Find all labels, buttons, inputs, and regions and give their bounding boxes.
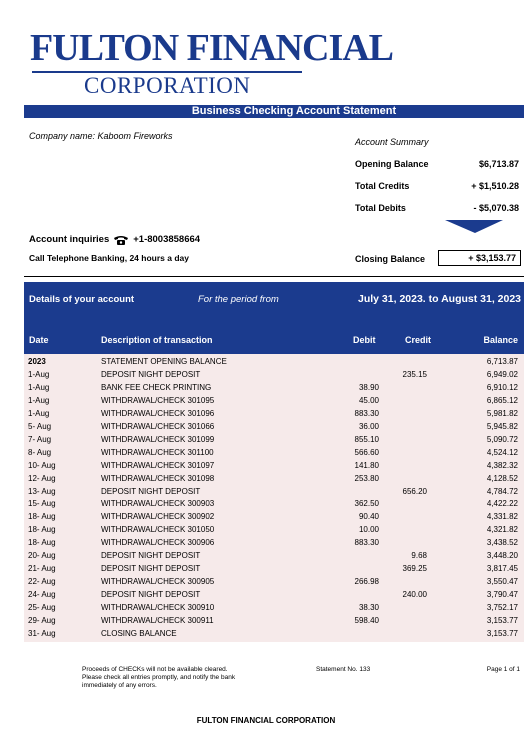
row-date: 12- Aug xyxy=(28,473,56,483)
row-description: WITHDRAWAL/CHECK 300902 xyxy=(101,512,215,522)
table-row xyxy=(24,447,524,460)
row-description: DEPOSIT NIGHT DEPOSIT xyxy=(101,486,201,496)
telephone-icon xyxy=(113,235,129,245)
statement-title-bar: Business Checking Account Statement xyxy=(24,105,524,118)
row-description: WITHDRAWAL/CHECK 300903 xyxy=(101,499,215,509)
row-credit: 369.25 xyxy=(402,564,427,574)
total-debits-label: Total Debits xyxy=(355,203,406,213)
table-row xyxy=(24,473,524,486)
row-debit: 10.00 xyxy=(358,525,379,535)
table-row xyxy=(24,408,524,421)
table-row xyxy=(24,524,524,537)
row-debit: 362.50 xyxy=(354,499,379,509)
row-credit: 9.68 xyxy=(411,551,427,561)
row-date: 13- Aug xyxy=(28,486,56,496)
table-row xyxy=(24,511,524,524)
row-debit: 598.40 xyxy=(354,616,379,625)
total-credits-value: + $1,510.28 xyxy=(471,181,519,191)
account-inquiries-label: Account inquiries xyxy=(29,234,110,245)
row-description: WITHDRAWAL/CHECK 301100 xyxy=(101,447,214,457)
row-date: 31- Aug xyxy=(28,628,56,638)
page-number: Page 1 of 1 xyxy=(486,666,520,673)
transactions-table xyxy=(24,354,524,642)
row-balance: 5,090.72 xyxy=(486,434,518,444)
company-name: Company name: Kaboom Fireworks xyxy=(29,131,173,141)
row-balance: 5,981.82 xyxy=(486,408,518,418)
row-date: 1-Aug xyxy=(28,395,50,405)
table-row xyxy=(24,498,524,511)
row-date: 1-Aug xyxy=(28,382,50,392)
table-row xyxy=(24,421,524,434)
row-date: 18- Aug xyxy=(28,512,56,522)
row-date: 20- Aug xyxy=(28,551,56,561)
row-balance: 6,865.12 xyxy=(486,395,518,405)
row-description: WITHDRAWAL/CHECK 301096 xyxy=(101,408,215,418)
table-row xyxy=(24,395,524,408)
row-debit: 266.98 xyxy=(354,577,379,587)
row-date: 18- Aug xyxy=(28,525,56,535)
row-credit: 235.15 xyxy=(402,369,427,379)
logo-line2: CORPORATION xyxy=(84,73,251,98)
table-row xyxy=(24,615,524,628)
statement-number: Statement No. 133 xyxy=(316,666,371,673)
row-description: WITHDRAWAL/CHECK 301066 xyxy=(101,421,215,431)
footer-company: FULTON FINANCIAL CORPORATION xyxy=(196,716,336,725)
row-description: DEPOSIT NIGHT DEPOSIT xyxy=(101,590,201,600)
row-debit: 883.30 xyxy=(354,408,379,418)
row-balance: 4,784.72 xyxy=(486,486,518,496)
row-balance: 4,382.32 xyxy=(486,460,518,470)
row-date: 2023 xyxy=(28,357,46,366)
row-debit: 855.10 xyxy=(354,434,379,444)
row-date: 7- Aug xyxy=(28,434,52,444)
table-row xyxy=(24,537,524,550)
logo-line1: FULTON FINANCIAL xyxy=(30,27,394,69)
row-balance: 6,949.02 xyxy=(486,369,518,379)
row-balance: 3,550.47 xyxy=(486,577,518,587)
row-debit: 141.80 xyxy=(354,460,379,470)
telephone-banking: Call Telephone Banking, 24 hours a day xyxy=(29,253,189,263)
row-description: WITHDRAWAL/CHECK 301098 xyxy=(101,473,215,483)
column-header-debit: Debit xyxy=(353,335,376,345)
closing-balance-value: + $3,153.77 xyxy=(438,250,521,266)
table-row xyxy=(24,550,524,563)
row-balance: 4,321.82 xyxy=(486,525,518,535)
row-balance: 3,448.20 xyxy=(486,551,518,561)
row-date: 15- Aug xyxy=(28,499,56,509)
row-description: DEPOSIT NIGHT DEPOSIT xyxy=(101,551,201,561)
row-date: 21- Aug xyxy=(28,564,56,574)
account-summary-label: Account Summary xyxy=(355,137,429,147)
opening-balance-label: Opening Balance xyxy=(355,159,429,169)
row-balance: 3,438.52 xyxy=(486,538,518,548)
total-debits-value: - $5,070.38 xyxy=(473,203,519,213)
row-balance: 6,713.87 xyxy=(486,357,518,366)
row-balance: 5,945.82 xyxy=(486,421,518,431)
row-debit: 90.40 xyxy=(358,512,379,522)
row-description: CLOSING BALANCE xyxy=(101,628,177,638)
row-balance: 3,153.77 xyxy=(486,628,518,638)
details-label: Details of your account xyxy=(29,294,135,305)
table-row xyxy=(24,563,524,576)
row-date: 1-Aug xyxy=(28,369,50,379)
row-date: 25- Aug xyxy=(28,603,56,613)
column-header-description: Description of transaction xyxy=(101,335,213,345)
arrow-down-icon xyxy=(445,220,503,239)
row-description: DEPOSIT NIGHT DEPOSIT xyxy=(101,369,201,379)
column-header-credit: Credit xyxy=(405,335,432,345)
row-debit: 253.80 xyxy=(354,473,379,483)
table-row xyxy=(24,602,524,615)
row-balance: 6,910.12 xyxy=(486,382,518,392)
row-balance: 3,752.17 xyxy=(486,603,518,613)
separator xyxy=(24,276,524,277)
column-header-date: Date xyxy=(29,335,49,345)
row-description: WITHDRAWAL/CHECK 300906 xyxy=(101,538,215,548)
row-description: WITHDRAWAL/CHECK 300910 xyxy=(101,603,215,613)
row-date: 1-Aug xyxy=(28,408,50,418)
row-credit: 656.20 xyxy=(402,486,427,496)
row-date: 22- Aug xyxy=(28,577,56,587)
table-row xyxy=(24,628,524,641)
row-balance: 3,817.45 xyxy=(486,564,518,574)
total-credits-label: Total Credits xyxy=(355,181,410,191)
row-debit: 883.30 xyxy=(354,538,379,548)
row-balance: 3,153.77 xyxy=(486,616,518,625)
row-description: WITHDRAWAL/CHECK 301097 xyxy=(101,460,215,470)
row-debit: 45.00 xyxy=(358,395,379,405)
row-date: 18- Aug xyxy=(28,538,56,548)
row-balance: 4,128.52 xyxy=(486,473,518,483)
row-description: WITHDRAWAL/CHECK 300911 xyxy=(101,616,214,625)
row-description: DEPOSIT NIGHT DEPOSIT xyxy=(101,564,201,574)
period-dates: July 31, 2023. to August 31, 2023 xyxy=(358,293,522,305)
period-label: For the period from xyxy=(198,294,279,305)
row-date: 5- Aug xyxy=(28,421,52,431)
row-debit: 38.30 xyxy=(358,603,379,613)
inquiries-phone: +1-8003858664 xyxy=(133,234,201,245)
footer-note: Proceeds of CHECKs will not be available cleared. Please check all entries promptly, and notify the bank immediately of any errors. xyxy=(82,666,236,689)
row-description: WITHDRAWAL/CHECK 301099 xyxy=(101,434,215,444)
row-debit: 38.90 xyxy=(358,382,379,392)
table-row xyxy=(24,460,524,473)
row-description: BANK FEE CHECK PRINTING xyxy=(101,382,212,392)
table-row xyxy=(24,382,524,395)
row-debit: 36.00 xyxy=(358,421,379,431)
row-description: STATEMENT OPENING BALANCE xyxy=(101,357,227,366)
row-description: WITHDRAWAL/CHECK 301095 xyxy=(101,395,215,405)
table-row xyxy=(24,486,524,499)
closing-balance-label: Closing Balance xyxy=(355,254,426,264)
table-row xyxy=(24,356,524,369)
row-balance: 3,790.47 xyxy=(486,590,518,600)
account-details-header xyxy=(24,282,524,354)
row-date: 10- Aug xyxy=(28,460,56,470)
row-date: 29- Aug xyxy=(28,616,56,625)
column-header-balance: Balance xyxy=(483,335,518,345)
table-row xyxy=(24,589,524,602)
row-credit: 240.00 xyxy=(402,590,427,600)
table-row xyxy=(24,369,524,382)
account-inquiries xyxy=(29,234,200,245)
row-description: WITHDRAWAL/CHECK 300905 xyxy=(101,577,215,587)
row-balance: 4,422.22 xyxy=(486,499,518,509)
row-date: 8- Aug xyxy=(28,447,52,457)
row-description: WITHDRAWAL/CHECK 301050 xyxy=(101,525,215,535)
row-debit: 566.60 xyxy=(354,447,379,457)
row-date: 24- Aug xyxy=(28,590,56,600)
row-balance: 4,331.82 xyxy=(486,512,518,522)
row-balance: 4,524.12 xyxy=(486,447,518,457)
table-row xyxy=(24,434,524,447)
opening-balance-value: $6,713.87 xyxy=(478,159,519,169)
table-row xyxy=(24,576,524,589)
